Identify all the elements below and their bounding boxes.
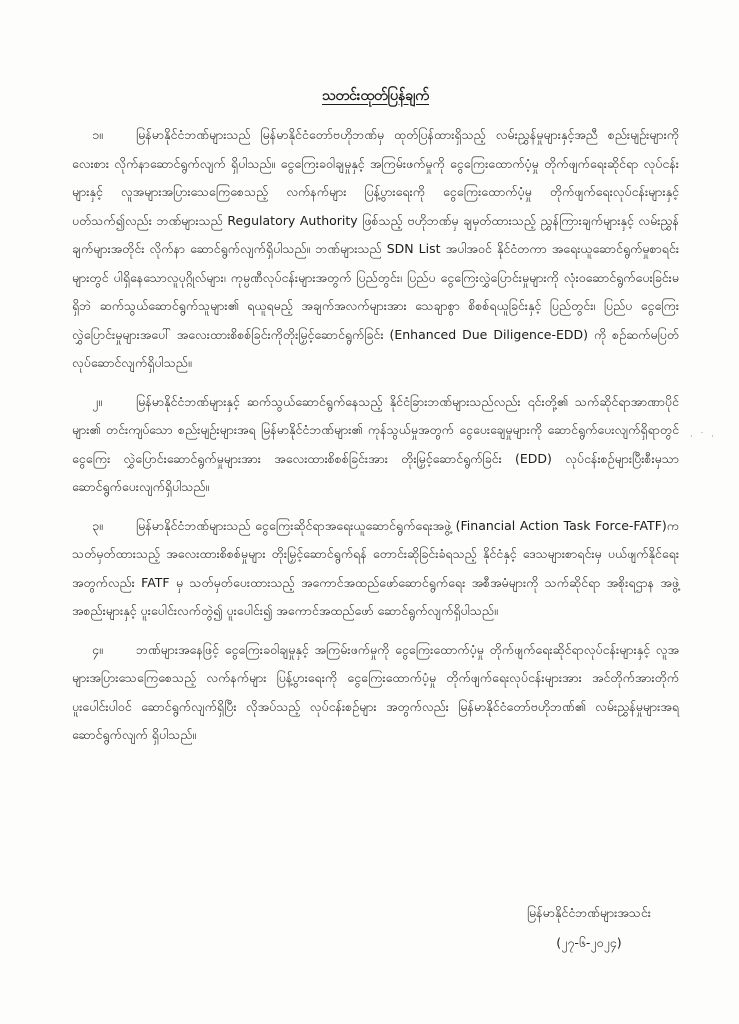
paragraph-text: မြန်မာနိုင်ငံဘဏ်များသည် ငွေကြေးဆိုင်ရာအရေးယူဆောင်ရွက်ရေးအဖွဲ့ (Financial Action Task Force-FATF)က သတ်မှတ်ထားသည့် အလေးထားစိစစ်မှုများ တိုးမြှင့်ဆောင်ရွက်ရန် တောင်းဆိုခြင်းခံရသည့် နိုင်ငံနှင့် ဒေသများစာရင်းမှ ပယ်ဖျက်နိုင်ရေး အတွက်လည်း FATF မှ သတ်မှတ်ပေးထားသည့် အကောင်အထည်ဖော်ဆောင်ရွက်ရေး အစီအမံများကို သက်ဆိုင်ရာ အစိုးရဌာန အဖွဲ့အစည်းများနှင့် ပူးပေါင်းလက်တွဲ၍ ပူးပေါင်း၍ အကောင်အထည်ဖော် ဆောင်ရွက်လျက်ရှိပါသည်။ — [72, 517, 679, 618]
signatory-organization: မြန်မာနိုင်ငံဘဏ်များအသင်း — [526, 905, 651, 920]
signature-date: (၂၇-၆-၂၀၂၄) — [556, 935, 622, 950]
paragraph-text: ဘဏ်များအနေဖြင့် ငွေကြေးခဝါချမှုနှင့် အကြမ်းဖက်မှုကို ငွေကြေးထောက်ပံ့မှု တိုက်ဖျက်ရေးဆိုင်ရာလုပ်ငန်းများနှင့် လူအများအပြားသေကြေစေသည့် လက်နက်များ ပြန့်ပွားရေးကို ငွေကြေးထောက်ပံ့မှု တိုက်ဖျက်ရေးလုပ်ငန်းများအား အင်တိုက်အားတိုက် ပူးပေါင်းပါဝင် ဆောင်ရွက်လျက်ရှိပြီး လိုအပ်သည့် လုပ်ငန်းစဉ်များ အတွက်လည်း မြန်မာနိုင်ငံတော်ဗဟိုဘဏ်၏ လမ်းညွှန်မှုများအရ ဆောင်ရွက်လျက် ရှိပါသည်။ — [72, 641, 679, 742]
paragraph-1 — [72, 121, 679, 378]
paragraph-3 — [72, 512, 679, 626]
paragraph-number: ၄။ — [92, 641, 103, 657]
paragraph-2 — [72, 388, 679, 502]
paragraph-4 — [72, 636, 679, 750]
paragraph-text: မြန်မာနိုင်ငံဘဏ်များနှင့် ဆက်သွယ်ဆောင်ရွက်နေသည့် နိုင်ငံခြားဘဏ်များသည်လည်း ၎င်းတို့၏ သက်ဆိုင်ရာအာဏာပိုင်များ၏ တင်းကျပ်သော စည်းမျဉ်းများအရ မြန်မာနိုင်ငံဘဏ်များ၏ ကုန်သွယ်မှုအတွက် ငွေပေးချေမှုများကို ဆောင်ရွက်ပေးလျက်ရှိရာတွင် ငွေကြေး လွှဲပြောင်းဆောင်ရွက်မှုများအား အလေးထားစိစစ်ခြင်းအား တိုးမြှင့်ဆောင်ရွက်ခြင်း (EDD) လုပ်ငန်းစဉ်များပြီးစီးမှသာ ဆောင်ရွက်ပေးလျက်ရှိပါသည်။ — [72, 393, 679, 494]
paragraph-number: ၃။ — [92, 517, 103, 533]
press-release-title: သတင်းထုတ်ပြန်ချက် — [321, 88, 430, 104]
paragraph-text: မြန်မာနိုင်ငံဘဏ်များသည် မြန်မာနိုင်ငံတော်ဗဟိုဘဏ်မှ ထုတ်ပြန်ထားရှိသည့် လမ်းညွှန်မှုများနှင့်အညီ စည်းမျဉ်းများကို လေးစား လိုက်နာဆောင်ရွက်လျက် ရှိပါသည်။ ငွေကြေးခဝါချမှုနှင့် အကြမ်းဖက်မှုကို ငွေကြေးထောက်ပံ့မှု တိုက်ဖျက်ရေးဆိုင်ရာ လုပ်ငန်းများနှင့် လူအများအပြားသေကြေစေသည့် လက်နက်များ ပြန့်ပွားရေးကို ငွေကြေးထောက်ပံ့မှု တိုက်ဖျက်ရေးလုပ်ငန်းများနှင့်ပတ်သက်၍လည်း ဘဏ်များသည် Regulatory Authority ဖြစ်သည့် ဗဟိုဘဏ်မှ ချမှတ်ထားသည့် ညွှန်ကြားချက်များနှင့် လမ်းညွှန်ချက်များအတိုင်း လိုက်နာ ဆောင်ရွက်လျက်ရှိပါသည်။ ဘဏ်များသည် SDN List အပါအဝင် နိုင်ငံတကာ အရေးယူဆောင်ရွက်မှုစာရင်းများတွင် ပါရှိနေသောလူပုဂ္ဂိုလ်များ၊ ကုမ္ပဏီလုပ်ငန်းများအတွက် ပြည်တွင်း၊ ပြည်ပ ငွေကြေးလွှဲပြောင်းမှုများကို လုံးဝဆောင်ရွက်ပေးခြင်းမရှိဘဲ ဆက်သွယ်ဆောင်ရွက်သူများ၏ ရယူရမည့် အချက်အလက်များအား သေချာစွာ စိစစ်ရယူခြင်းနှင့် ပြည်တွင်း၊ ပြည်ပ ငွေကြေးလွှဲပြောင်းမှုများအပေါ် အလေးထားစိစစ်ခြင်းကိုတိုးမြှင့်ဆောင်ရွက်ခြင်း (Enhanced Due Diligence-EDD) ကို စဉ်ဆက်မပြတ် လုပ်ဆောင်လျက်ရှိပါသည်။ — [72, 127, 679, 370]
signature-block — [527, 898, 651, 958]
paragraph-number: ၁။ — [92, 127, 103, 142]
scan-speck-mark: · ˙ · — [690, 432, 716, 442]
paragraph-number: ၂။ — [92, 393, 102, 409]
